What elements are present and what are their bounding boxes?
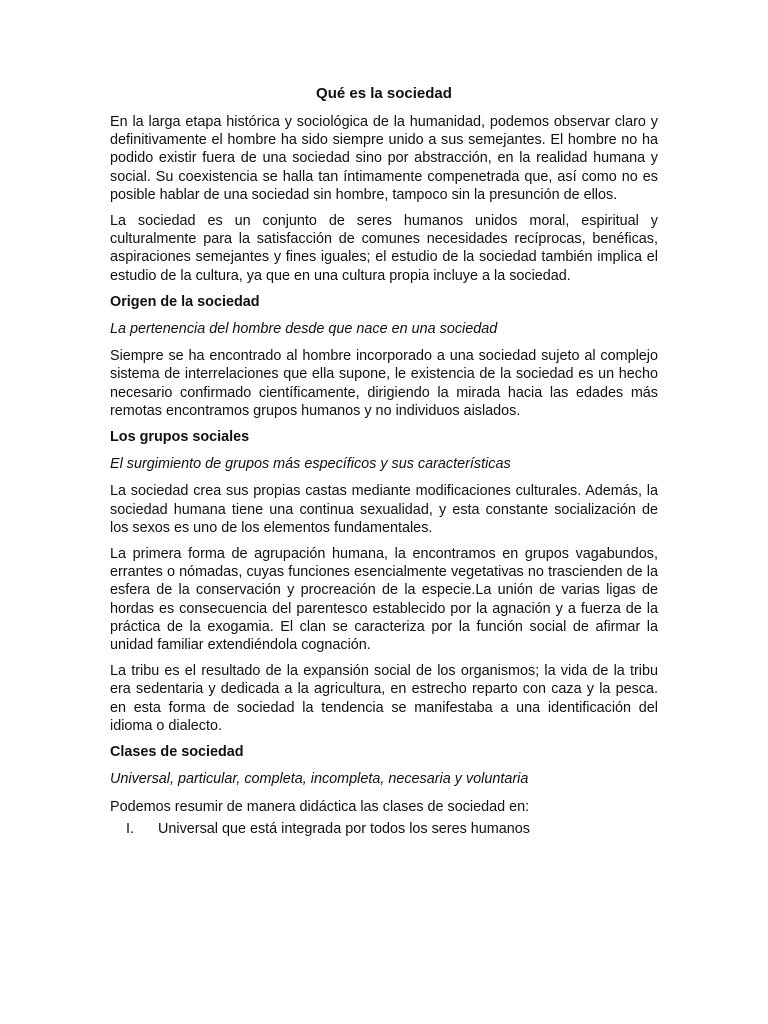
classes-list: [110, 820, 658, 838]
section-paragraph: La sociedad crea sus propias castas mediante modificaciones culturales. Además, la sociedad humana tiene una continua sexualidad, y esta constante socialización de los sexos es uno de los elementos fundamentales.: [110, 483, 658, 536]
section-subtitle-origen: La pertenencia del hombre desde que nace en una sociedad: [110, 321, 498, 338]
intro-paragraph: La sociedad es un conjunto de seres humanos unidos moral, espiritual y culturalmente para la satisfacción de comunes necesidades recíprocas, benéficas, aspiraciones semejantes y fines iguales; el estudio de la sociedad también implica el estudio de la cultura, ya que en una cultura propia incluye a la sociedad.: [110, 213, 658, 284]
section-paragraph: Siempre se ha encontrado al hombre incorporado a una sociedad sujeto al complejo sistema de interrelaciones que ella supone, le existencia de la sociedad es un hecho necesario confirmado científicamente, dirigiendo la mirada hacia las edades más remotas encontramos grupos humanos y no individuos aislados.: [110, 348, 658, 419]
section-subtitle-clases: Universal, particular, completa, incompleta, necesaria y voluntaria: [110, 771, 529, 788]
list-marker: I.: [126, 820, 134, 837]
section-paragraph: Podemos resumir de manera didáctica las clases de sociedad en:: [110, 798, 530, 815]
section-paragraph: La primera forma de agrupación humana, la encontramos en grupos vagabundos, errantes o nómadas, cuyas funciones esencialmente vegetativas no trascienden de la esfera de la conservación y procreación de la especie.La unión de varias ligas de hordas es consecuencia del parentesco establecido por la agnación y a fuerza de la práctica de la exogamia. El clan se caracteriza por la función social de afirmar la unidad familiar extendiéndola cognación.: [110, 546, 658, 654]
section-heading-clases: Clases de sociedad: [110, 744, 244, 761]
section-heading-origen: Origen de la sociedad: [110, 293, 260, 310]
document-page: [110, 84, 658, 838]
document-title: Qué es la sociedad: [316, 85, 452, 102]
section-heading-grupos: Los grupos sociales: [110, 429, 250, 446]
section-subtitle-grupos: El surgimiento de grupos más específicos y sus características: [110, 456, 511, 473]
intro-paragraph: En la larga etapa histórica y sociológica de la humanidad, podemos observar claro y definitivamente el hombre ha sido siempre unido a sus semejantes. El hombre no ha podido existir fuera de una sociedad sino por abstracción, en la realidad humana y social. Su coexistencia se halla tan íntimamente compenetrada que, así como no es posible hablar de una sociedad sin hombre, tampoco sin la presunción de ellos.: [110, 114, 658, 203]
list-item: [110, 820, 658, 838]
section-paragraph: La tribu es el resultado de la expansión social de los organismos; la vida de la tribu era sedentaria y dedicada a la agricultura, en estrecho reparto con caza y la pesca. en esta forma de sociedad la tendencia se manifestaba a una identificación del idioma o dialecto.: [110, 663, 658, 734]
list-item-text: Universal que está integrada por todos los seres humanos: [158, 820, 530, 837]
